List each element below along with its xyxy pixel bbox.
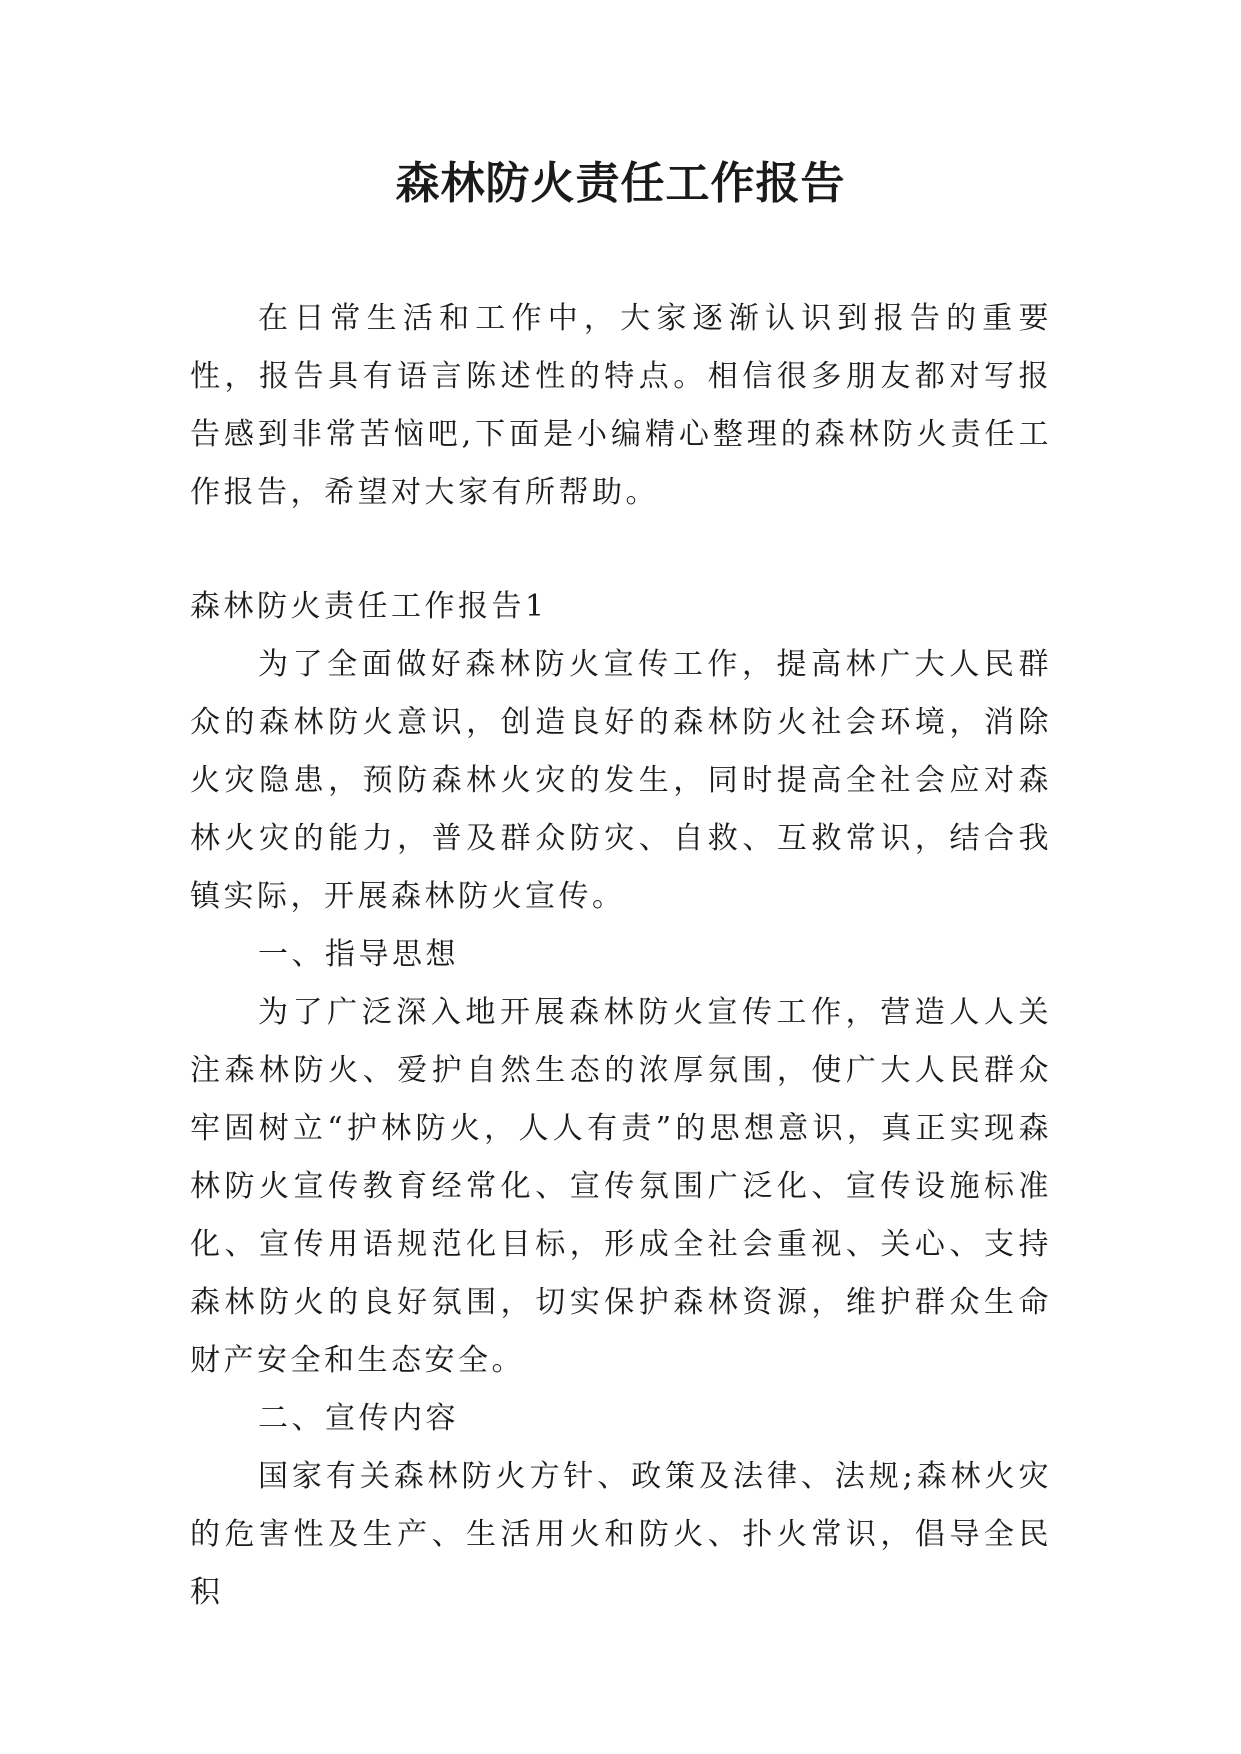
section-heading: 森林防火责任工作报告1: [190, 589, 548, 624]
subheading-guiding-thought: 一、指导思想: [258, 937, 459, 972]
section-paragraph-3: 国家有关森林防火方针、政策及法律、法规;森林火灾的危害性及生产、生活用火和防火、扑火常识，倡导全民积: [190, 1459, 1052, 1610]
section-1: [190, 578, 1052, 1622]
subheading-publicity-content: 二、宣传内容: [258, 1401, 459, 1436]
section-paragraph-1: 为了全面做好森林防火宣传工作，提高林广大人民群众的森林防火意识，创造良好的森林防火社会环境，消除火灾隐患，预防森林火灾的发生，同时提高全社会应对森林火灾的能力，普及群众防灾、自救、互救常识，结合我镇实际，开展森林防火宣传。: [190, 647, 1052, 914]
document-title: 森林防火责任工作报告: [395, 158, 846, 209]
intro-block: [190, 290, 1052, 522]
intro-paragraph: 在日常生活和工作中，大家逐渐认识到报告的重要性，报告具有语言陈述性的特点。相信很多朋友都对写报告感到非常苦恼吧,下面是小编精心整理的森林防火责任工作报告，希望对大家有所帮助。: [190, 301, 1052, 510]
section-paragraph-2: 为了广泛深入地开展森林防火宣传工作，营造人人关注森林防火、爱护自然生态的浓厚氛围，使广大人民群众牢固树立“护林防火，人人有责”的思想意识，真正实现森林防火宣传教育经常化、宣传氛围广泛化、宣传设施标准化、宣传用语规范化目标，形成全社会重视、关心、支持森林防火的良好氛围，切实保护森林资源，维护群众生命财产安全和生态安全。: [190, 995, 1052, 1378]
